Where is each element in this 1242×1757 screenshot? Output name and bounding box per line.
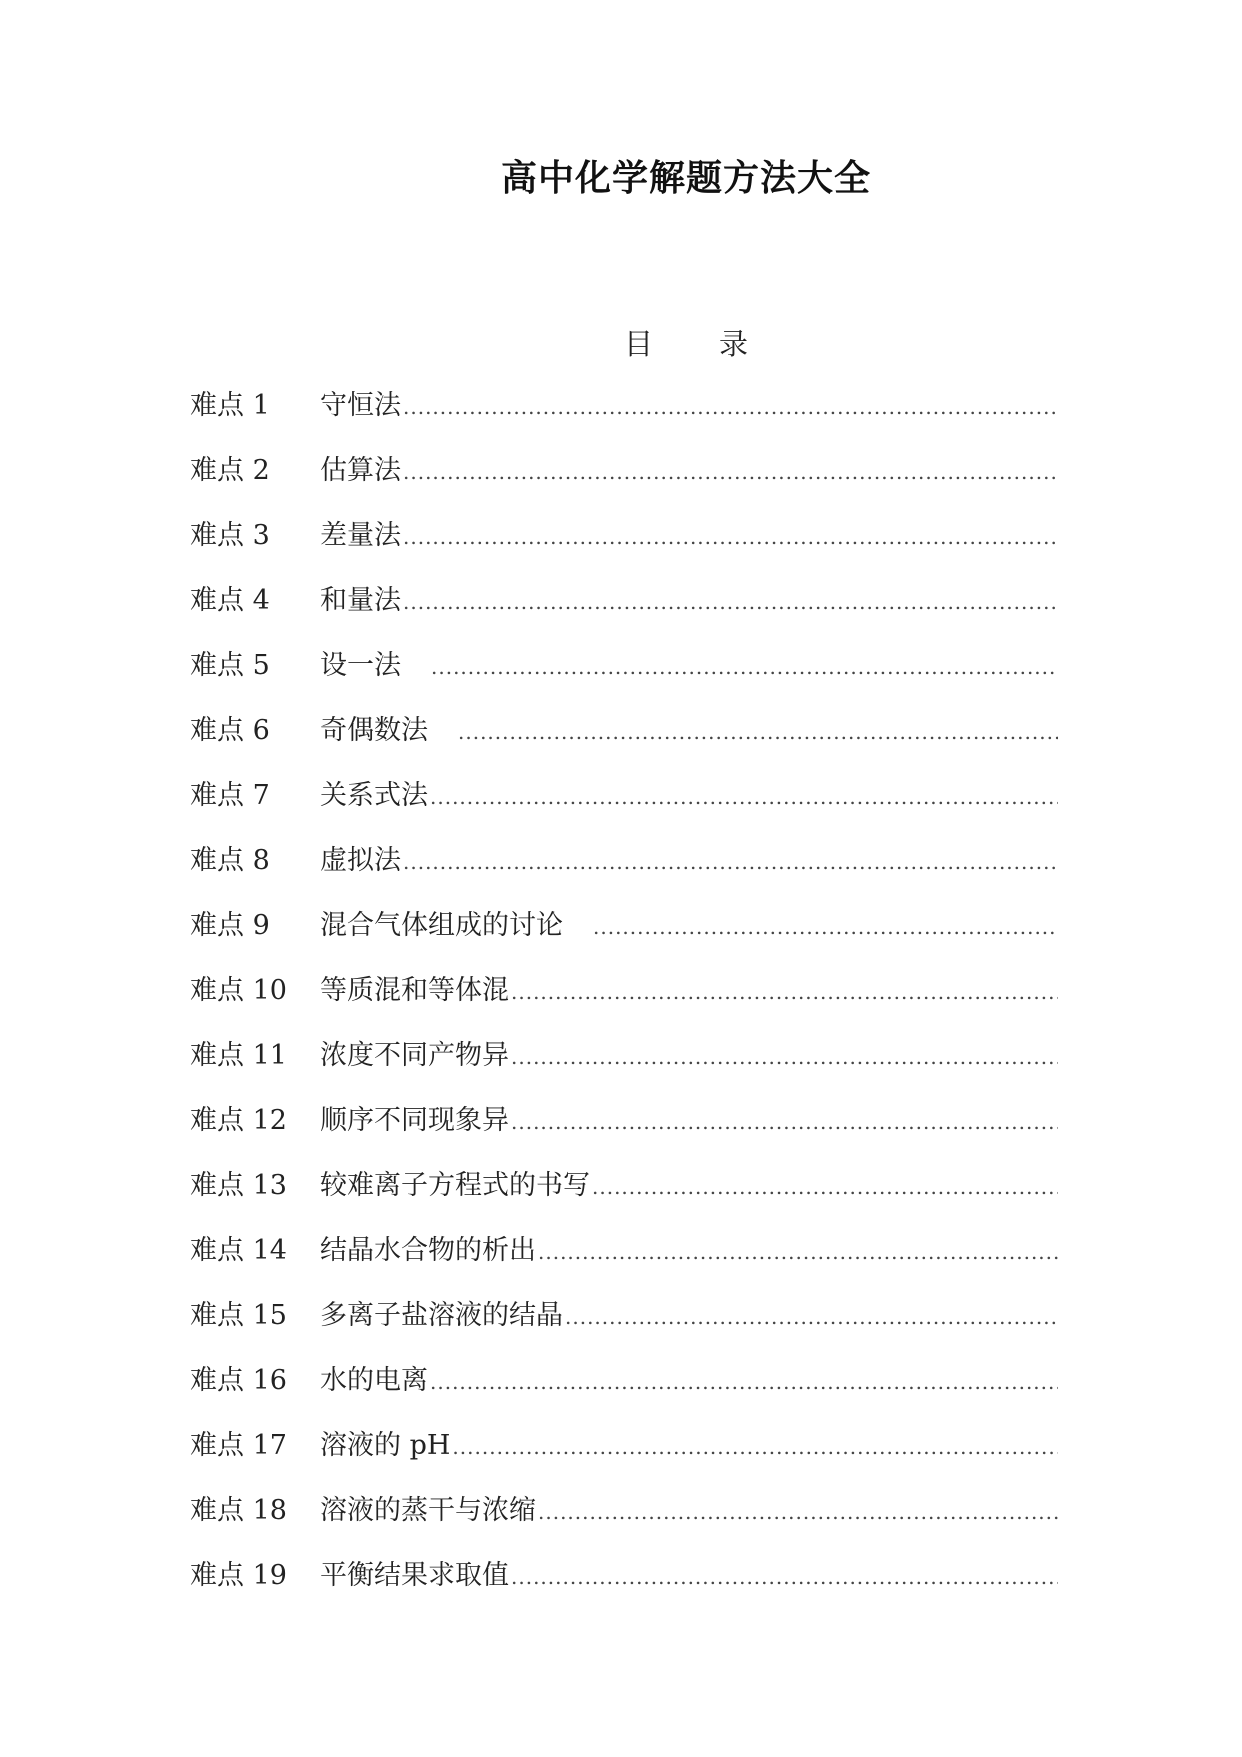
toc-entry[interactable] [190,1428,1058,1493]
toc-dot-leader [511,1559,1058,1595]
toc-dot-leader [430,1364,1058,1400]
toc-entry-number: 难点 9 [190,910,270,941]
toc-entry-title: 溶液的 pH [320,1430,451,1461]
toc-entry[interactable] [190,713,1058,778]
toc-entry-title: 平衡结果求取值 [320,1560,509,1591]
toc-entry[interactable] [190,1233,1058,1298]
toc-entry-number: 难点 1 [190,390,270,421]
toc-entry-title: 设一法 [320,650,401,681]
toc-entry[interactable] [190,778,1058,843]
toc-dot-leader [592,1169,1058,1205]
toc-entry-number: 难点 8 [190,845,270,876]
toc-entry[interactable] [190,1038,1058,1103]
toc-entry[interactable] [190,648,1058,713]
toc-entry[interactable] [190,388,1058,453]
toc-dot-leader [538,1494,1058,1530]
toc-entry-number: 难点 16 [190,1365,287,1396]
toc-entry-title: 结晶水合物的析出 [320,1235,536,1266]
toc-entry-number: 难点 12 [190,1105,287,1136]
toc-dot-leader [511,1039,1058,1075]
toc-entry-number: 难点 10 [190,975,287,1006]
toc-entry-title: 较难离子方程式的书写 [320,1170,590,1201]
toc-heading-left: 目 [623,327,653,361]
toc-entry[interactable] [190,1558,1058,1623]
toc-entry[interactable] [190,1298,1058,1363]
toc-entry[interactable] [190,1168,1058,1233]
toc-dot-leader [403,389,1058,425]
toc-dot-leader [403,454,1058,490]
toc-entry-number: 难点 5 [190,650,270,681]
toc-entry-title: 浓度不同产物异 [320,1040,509,1071]
toc-dot-leader [430,779,1058,815]
toc-entry-number: 难点 7 [190,780,270,811]
toc-entry-title: 关系式法 [320,780,428,811]
toc-entry-title: 溶液的蒸干与浓缩 [320,1495,536,1526]
toc-dot-leader [593,909,1058,945]
table-of-contents [190,388,1058,1623]
toc-entry-title: 虚拟法 [320,845,401,876]
toc-entry-title: 估算法 [320,455,401,486]
toc-entry-number: 难点 14 [190,1235,287,1266]
toc-entry-number: 难点 18 [190,1495,287,1526]
toc-dot-leader [403,519,1058,555]
toc-entry-number: 难点 4 [190,585,270,616]
toc-dot-leader [452,1429,1058,1465]
toc-entry-title: 混合气体组成的讨论 [320,910,563,941]
toc-entry[interactable] [190,1363,1058,1428]
toc-entry-number: 难点 6 [190,715,270,746]
toc-dot-leader [511,1104,1058,1140]
toc-entry[interactable] [190,1103,1058,1168]
toc-entry-title: 等质混和等体混 [320,975,509,1006]
toc-dot-leader [565,1299,1058,1335]
toc-entry[interactable] [190,908,1058,973]
toc-entry-number: 难点 13 [190,1170,287,1201]
toc-dot-leader [431,649,1058,685]
toc-entry-title: 差量法 [320,520,401,551]
toc-dot-leader [511,974,1058,1010]
toc-entry-title: 顺序不同现象异 [320,1105,509,1136]
toc-entry[interactable] [190,1493,1058,1558]
toc-heading-right: 录 [719,327,749,361]
toc-dot-leader [538,1234,1058,1270]
toc-entry-number: 难点 15 [190,1300,287,1331]
toc-heading [0,322,1242,363]
toc-dot-leader [458,714,1058,750]
toc-entry-number: 难点 2 [190,455,270,486]
document-title: 高中化学解题方法大全 [500,158,871,199]
toc-entry-title: 奇偶数法 [320,715,428,746]
toc-entry-title: 水的电离 [320,1365,428,1396]
toc-entry[interactable] [190,518,1058,583]
toc-entry[interactable] [190,973,1058,1038]
toc-dot-leader [403,844,1058,880]
toc-entry-title: 守恒法 [320,390,401,421]
toc-entry-number: 难点 17 [190,1430,287,1461]
toc-entry-number: 难点 19 [190,1560,287,1591]
toc-entry-number: 难点 3 [190,520,270,551]
toc-entry-title: 和量法 [320,585,401,616]
toc-dot-leader [403,584,1058,620]
toc-entry[interactable] [190,453,1058,518]
toc-entry-number: 难点 11 [190,1040,287,1071]
toc-entry[interactable] [190,583,1058,648]
toc-entry-title: 多离子盐溶液的结晶 [320,1300,563,1331]
toc-entry[interactable] [190,843,1058,908]
